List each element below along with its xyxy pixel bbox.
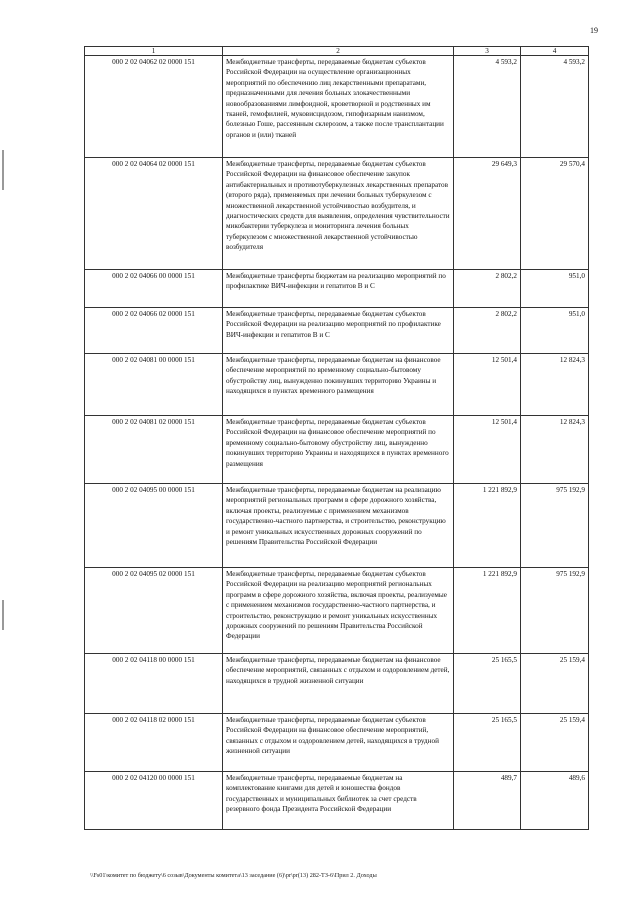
budget-table bbox=[84, 46, 589, 830]
file-path-footer: \\Fs01\комитет по бюджету\6 созыв\Документы комитета\13 заседание (6)\pr\pr(13) 282-ТЗ-6\Прил 2. Доходы bbox=[90, 872, 377, 879]
row-code: 000 2 02 04118 02 0000 151 bbox=[85, 714, 223, 772]
row-description: Межбюджетные трансферты, передаваемые бюджетам субъектов Российской Федерации на финансовое обеспечение мероприятий, связанных с отдыхом и оздоровлением детей, находящихся в трудной жизненной ситуации bbox=[223, 714, 454, 772]
row-value: 29 570,4 bbox=[521, 158, 589, 270]
row-code: 000 2 02 04120 00 0000 151 bbox=[85, 772, 223, 830]
row-description: Межбюджетные трансферты, передаваемые бюджетам на финансовое обеспечение мероприятий, связанных с отдыхом и оздоровлением детей, находящихся в трудной жизненной ситуации bbox=[223, 654, 454, 714]
column-header: 1 bbox=[85, 47, 223, 56]
scan-edge-mark bbox=[2, 150, 4, 190]
column-header: 3 bbox=[454, 47, 521, 56]
row-value: 12 824,3 bbox=[521, 416, 589, 484]
table-row bbox=[85, 56, 589, 158]
row-value: 2 802,2 bbox=[454, 308, 521, 354]
row-value: 25 159,4 bbox=[521, 654, 589, 714]
row-description: Межбюджетные трансферты, передаваемые бюджетам на реализацию мероприятий региональных программ в сфере дорожного хозяйства, включая проекты, реализуемые с применением механизмов государственно-частного партнерства, и строительство, реконструкцию и ремонт уникальных искусственных дорожных сооружений по решениям Правительства Российской Федерации bbox=[223, 484, 454, 568]
scan-edge-mark bbox=[2, 600, 4, 630]
row-value: 25 165,5 bbox=[454, 654, 521, 714]
row-value: 4 593,2 bbox=[454, 56, 521, 158]
row-value: 1 221 892,9 bbox=[454, 484, 521, 568]
row-value: 12 501,4 bbox=[454, 354, 521, 416]
column-header: 4 bbox=[521, 47, 589, 56]
row-code: 000 2 02 04066 02 0000 151 bbox=[85, 308, 223, 354]
table-row bbox=[85, 354, 589, 416]
table-row bbox=[85, 772, 589, 830]
table-row bbox=[85, 714, 589, 772]
row-value: 975 192,9 bbox=[521, 568, 589, 654]
row-description: Межбюджетные трансферты бюджетам на реализацию мероприятий по профилактике ВИЧ-инфекции и гепатитов В и С bbox=[223, 270, 454, 308]
row-value: 29 649,3 bbox=[454, 158, 521, 270]
table-row bbox=[85, 654, 589, 714]
table-row bbox=[85, 308, 589, 354]
row-description: Межбюджетные трансферты, передаваемые бюджетам на комплектование книгами для детей и юношества фондов государственных и муниципальных библиотек за счет средств резервного фонда Президента Российской Федерации bbox=[223, 772, 454, 830]
row-value: 4 593,2 bbox=[521, 56, 589, 158]
row-value: 25 159,4 bbox=[521, 714, 589, 772]
row-description: Межбюджетные трансферты, передаваемые бюджетам субъектов Российской Федерации на реализацию мероприятий по профилактике ВИЧ-инфекции и гепатитов В и С bbox=[223, 308, 454, 354]
row-code: 000 2 02 04062 02 0000 151 bbox=[85, 56, 223, 158]
row-value: 951,0 bbox=[521, 270, 589, 308]
row-code: 000 2 02 04064 02 0000 151 bbox=[85, 158, 223, 270]
row-value: 975 192,9 bbox=[521, 484, 589, 568]
table-row bbox=[85, 484, 589, 568]
row-value: 25 165,5 bbox=[454, 714, 521, 772]
row-description: Межбюджетные трансферты, передаваемые бюджетам субъектов Российской Федерации на финансовое обеспечение закупок антибактериальных и противотуберкулезных лекарственных препаратов (второго ряда), применяемых при лечении больных туберкулезом с множественной лекарственной устойчивостью возбудителя, и диагностических средств для выявления, определения чувствительности микобактерии туберкулеза и мониторинга лечения больных туберкулезом с множественной лекарственной устойчивостью возбудителя bbox=[223, 158, 454, 270]
row-code: 000 2 02 04095 00 0000 151 bbox=[85, 484, 223, 568]
row-value: 489,6 bbox=[521, 772, 589, 830]
row-value: 951,0 bbox=[521, 308, 589, 354]
row-code: 000 2 02 04066 00 0000 151 bbox=[85, 270, 223, 308]
page-number: 19 bbox=[590, 26, 598, 35]
row-code: 000 2 02 04118 00 0000 151 bbox=[85, 654, 223, 714]
table-row bbox=[85, 158, 589, 270]
row-value: 12 824,3 bbox=[521, 354, 589, 416]
table-header-row bbox=[85, 47, 589, 56]
table-row bbox=[85, 416, 589, 484]
row-value: 12 501,4 bbox=[454, 416, 521, 484]
row-code: 000 2 02 04081 00 0000 151 bbox=[85, 354, 223, 416]
column-header: 2 bbox=[223, 47, 454, 56]
row-description: Межбюджетные трансферты, передаваемые бюджетам на финансовое обеспечение мероприятий по временному социально-бытовому обустройству лиц, вынужденно покинувших территорию Украины и находящихся в пунктах временного размещения bbox=[223, 354, 454, 416]
row-code: 000 2 02 04081 02 0000 151 bbox=[85, 416, 223, 484]
row-description: Межбюджетные трансферты, передаваемые бюджетам субъектов Российской Федерации на финансовое обеспечение мероприятий по временному социально-бытовому обустройству лиц, вынужденно покинувших территорию Украины и находящихся в пунктах временного размещения bbox=[223, 416, 454, 484]
table-row bbox=[85, 568, 589, 654]
row-value: 489,7 bbox=[454, 772, 521, 830]
row-description: Межбюджетные трансферты, передаваемые бюджетам субъектов Российской Федерации на реализацию мероприятий региональных программ в сфере дорожного хозяйства, включая проекты, реализуемые с применением механизмов государственно-частного партнерства, и строительство, реконструкцию и ремонт уникальных искусственных дорожных сооружений по решениям Правительства Российской Федерации bbox=[223, 568, 454, 654]
table-row bbox=[85, 270, 589, 308]
row-value: 1 221 892,9 bbox=[454, 568, 521, 654]
row-code: 000 2 02 04095 02 0000 151 bbox=[85, 568, 223, 654]
row-value: 2 802,2 bbox=[454, 270, 521, 308]
row-description: Межбюджетные трансферты, передаваемые бюджетам субъектов Российской Федерации на осуществление организационных мероприятий по обеспечению лиц лекарственными препаратами, предназначенными для лечения больных злокачественными новообразованиями лимфоидной, кроветворной и родственных им тканей, гемофилией, муковисцидозом, гипофизарным нанизмом, болезнью Гоше, рассеянным склерозом, а также после трансплантации органов и (или) тканей bbox=[223, 56, 454, 158]
